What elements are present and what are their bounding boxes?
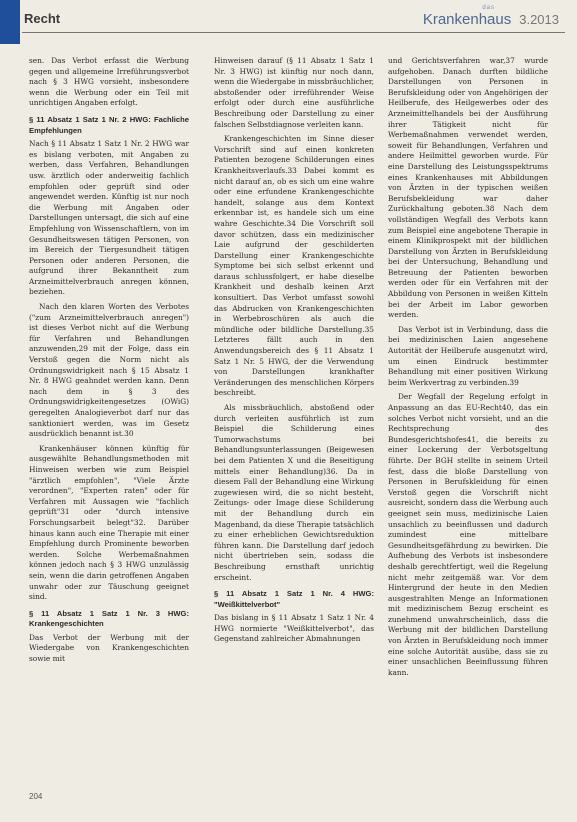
paragraph: Das Verbot ist in Verbindung, dass die bei medizinischen Laien angesehene Autorität der Heilberufe ausgenutzt wird, um einen Eindruck bestimmter Behandlung mit einer positiven Wirkung beim Werkvertrag zu verbinden.39	[388, 324, 548, 387]
paragraph: Nach den klaren Worten des Verbotes ("zum Arzneimittelverbrauch anregen") ist dieses Verbot nicht auf die Werbung für Verfahren und Behandlungen anzuwenden,29 mit der Folge, dass ein Verstoß gegen die Norm nicht als Ordnungswidrigkeit nach § 15 Absatz 1 Nr. 8 HWG geahndet werden kann. Denn nach dem in § 3 des Ordnungswidrigkeitengesetzes (OWiG) geregelten Analogieverbot darf nur das sanktioniert werden, was im Gesetz ausdrücklich benannt ist.30	[29, 302, 189, 439]
section-color-bar	[0, 0, 20, 44]
paragraph: Als missbräuchlich, abstoßend oder durch verleiten ausführlich ist zum Beispiel die Schilderung eines Tumorwachstums bei Behandlungsunterlassungen (Beigewesen bei dem Patienten X und die Beseitigung mittels einer Behandlung)36. Da in diesem Fall der Behandlung eine Wirkung zugewiesen wird, die so nicht besteht, Zeitungs- oder Image diese Schilderung mit der Behandlung durch ein Magenband, da diese Therapie tatsächlich zu einer erheblichen Gewichtsreduktion führen kann. Die Darstellung darf jedoch nicht übertrieben sein, sodass die Beschreibung ernsthaft unrichtig erscheint.	[214, 403, 374, 582]
section-heading: § 11 Absatz 1 Satz 1 Nr. 4 HWG: "Weißkittelverbot"	[214, 589, 374, 609]
brand-prefix: das	[482, 5, 495, 11]
column-3	[388, 56, 548, 682]
journal-brand	[423, 5, 559, 29]
paragraph: Hinweisen darauf (§ 11 Absatz 1 Satz 1 Nr. 3 HWG) ist künftig nur noch dann, wenn die Wiedergabe in missbräuchlicher, abstoßender oder irreführender Weise erfolgt oder durch eine ausführliche Beschreibung oder Darstellung zu einer falschen Selbstdiagnose verleiten kann.	[214, 56, 374, 129]
section-heading: § 11 Absatz 1 Satz 1 Nr. 3 HWG: Krankengeschichten	[29, 608, 189, 629]
paragraph: Das Verbot der Werbung mit der Wiedergabe von Krankengeschichten sowie mit	[29, 632, 189, 664]
brand-name: Krankenhaus	[422, 11, 512, 28]
paragraph: Krankenhäuser können künftig für ausgewählte Behandlungsmethoden mit Hinweisen werben wie zum Beispiel "ärztlich empfohlen", "Viele Ärzte verordnen", "Experten raten" oder für Verfahren mit Aussagen wie "fachlich geprüft"31 oder "durch intensive Forschungsarbeit belegt"32. Darüber hinaus kann auch eine Therapie mit einer Empfehlung durch Prominente beworben werden. Solche Werbemaßnahmen können jedoch nach § 3 HWG unzulässig sein, wenn die darin getroffenen Angaben unwahr oder zur Täuschung geeignet sind.	[29, 443, 189, 602]
column-1	[29, 56, 189, 669]
paragraph: Krankengeschichten im Sinne dieser Vorschrift sind auf einen konkreten Patienten bezogene Schilderungen eines Krankheitsverlaufs.33 Dabei kommt es nicht darauf an, ob es sich um eine wahre oder eine erfundene Krankengeschichte handelt, solange aus dem Kontext erkennbar ist, es handele sich um eine wahre Geschichte.34 Die Vorschrift soll davor schützen, dass ein medizinischer Laie aufgrund der geschilderten Darstellung einer Krankengeschichte Symptome bei sich selbst erkennt und daraus schlussfolgert, er habe dieselbe Krankheit und deshalb keinen Arzt konsultiert. Das Verbot umfasst sowohl das Abdrucken von Krankengeschichten in Werbebroschüren als auch die mündliche oder bildliche Darstellung.35 Letzteres fällt auch in den Anwendungsbereich des § 11 Absatz 1 Satz 1 Nr. 5 HWG, der die Verwendung von Darstellungen krankhafter Veränderungen des menschlichen Körpers beschreibt.	[214, 134, 374, 398]
section-title: Recht	[24, 11, 61, 26]
header-divider	[22, 32, 565, 33]
page-number: 204	[29, 792, 43, 801]
issue-number: 3.2013	[519, 12, 559, 27]
paragraph: sen. Das Verbot erfasst die Werbung gegen und allgemeine Irreführungsverbot nach § 3 HWG vorsieht, insbesondere wenn die Werbung oder ein Teil mit unrichtigen Angaben erfolgt.	[29, 56, 189, 108]
paragraph: und Gerichtsverfahren war,37 wurde aufgehoben. Danach durften bildliche Darstellungen von Personen in Berufskleidung oder von Angehörigen der Heilberufe, des Heilgewerbes oder des Arzneimittelhandels bei der Ausführung ihrer Tätigkeit nicht für Werbemaßnahmen verwendet werden, soweit für Behandlungen, Verfahren und andere Heilmittel geworben wurde. Für eine Darstellung des Leistungsspektrums eines Krankenhauses mit Abbildungen von Ärzten in der typischen weißen Berufsbekleidung war daher Zurückhaltung geboten.38 Nach dem vollständigen Wegfall des Verbots kann zum Beispiel eine angebotene Therapie in einem Klinikprospekt mit der bildlichen Darstellung von Ärzten in Berufskleidung bei der Untersuchung, Behandlung und Betreuung der Patienten beworben werden oder für ein Verfahren mit der Abbildung von Personen in weißen Kitteln bei der Arbeit im Labor geworben werden.	[388, 56, 548, 320]
paragraph: Nach § 11 Absatz 1 Satz 1 Nr. 2 HWG war es bislang verboten, mit Angaben zu werben, dass Verfahren, Behandlungen usw. ärztlich oder anderweitig fachlich empfohlen oder geprüft sind oder angewendet werden. Künftig ist nur noch die Werbung mit Angaben oder Darstellungen untersagt, die sich auf eine Empfehlung von Wissenschaftlern, von im Gesundheitswesen tätigen Personen, von im Bereich der Tiergesundheit tätigen Personen oder anderen Personen, die aufgrund ihrer Bekanntheit zum Arzneimittelverbrauch anregen können, beziehen.	[29, 139, 189, 297]
column-2	[214, 56, 374, 649]
section-heading: § 11 Absatz 1 Satz 1 Nr. 2 HWG: Fachliche Empfehlungen	[29, 114, 189, 135]
paragraph: Das bislang in § 11 Absatz 1 Satz 1 Nr. 4 HWG normierte "Weißkittelverbot", das Gegenstand zahlreicher Abmahnungen	[214, 613, 374, 644]
paragraph: Der Wegfall der Regelung erfolgt in Anpassung an das EU-Recht40, das ein solches Verbot nicht vorsieht, und an die Rechtsprechung des Bundesgerichtshofes41, die bereits zu einer Lockerung der Verbotsgeltung führte. Der BGH stellte in seinem Urteil fest, dass die bloße Darstellung von Personen in Berufskleidung für einen Verstoß gegen die Vorschrift nicht ausreicht, sondern dass die Werbung auch geeignet sein muss, medizinische Laien unsachlich zu beeinflussen und dadurch zumindest eine mittelbare Gesundheitsgefährdung zu bewirken. Die Aufhebung des Verbots ist insbesondere deshalb gerechtfertigt, weil die Regelung nicht mehr zeitgemäß war. Vor dem Hintergrund der heute in den Medien ausgestrahlten Menge an Informationen mit medizinischem Bezug erscheint es zunehmend unwahrscheinlich, dass die Werbung mit der bildlichen Darstellung von Ärzten in Berufskleidung noch immer eine solche Autorität ausübe, dass sie zu einer unsachlichen Beeinflussung führen kann.	[388, 392, 548, 677]
